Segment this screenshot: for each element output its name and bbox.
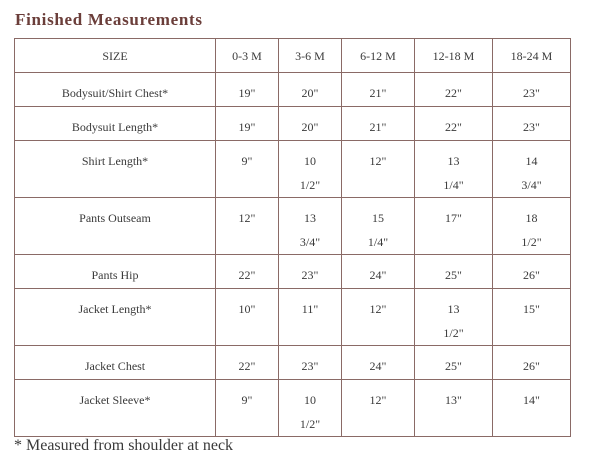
row-label: Jacket Chest — [15, 346, 216, 380]
table-cell — [342, 255, 415, 289]
table-cell — [342, 198, 415, 255]
cell-value: 26" — [523, 359, 540, 373]
cell-value: 19" — [238, 86, 256, 100]
table-cell — [342, 346, 415, 380]
table-cell — [493, 141, 571, 198]
column-header: 3-6 M — [279, 39, 342, 73]
cell-value: 21" — [369, 86, 387, 100]
cell-value: 19" — [238, 120, 256, 134]
cell-value: 24" — [369, 268, 387, 282]
table-header-row — [15, 39, 571, 73]
cell-value: 13 — [447, 302, 460, 316]
cell-value: 20" — [301, 120, 319, 134]
cell-value: 14" — [523, 393, 540, 407]
cell-value: 17" — [445, 211, 462, 225]
table-cell — [342, 107, 415, 141]
cell-value: 26" — [523, 268, 540, 282]
table-row — [15, 73, 571, 107]
column-header: 18-24 M — [493, 39, 571, 73]
cell-value: 10 — [304, 393, 316, 407]
table-cell — [415, 255, 493, 289]
cell-value: 12" — [369, 154, 387, 168]
table-cell — [216, 107, 279, 141]
table-cell — [279, 289, 342, 346]
table-cell — [493, 346, 571, 380]
cell-value: 1/2" — [299, 417, 321, 431]
table-cell — [279, 255, 342, 289]
table-cell — [279, 198, 342, 255]
cell-value: 3/4" — [521, 178, 542, 192]
row-label: Jacket Sleeve* — [15, 380, 216, 437]
table-cell — [415, 141, 493, 198]
cell-value: 1/4" — [443, 178, 464, 192]
table-cell — [415, 198, 493, 255]
table-cell — [415, 107, 493, 141]
cell-value: 22" — [445, 120, 462, 134]
table-row — [15, 289, 571, 346]
table-cell — [216, 289, 279, 346]
row-label: Shirt Length* — [15, 141, 216, 198]
column-header: 0-3 M — [216, 39, 279, 73]
measurements-table — [14, 38, 571, 437]
cell-value: 12" — [238, 211, 256, 225]
page-title: Finished Measurements — [15, 10, 203, 29]
table-cell — [279, 380, 342, 437]
cell-value: 15 — [372, 211, 384, 225]
cell-value: 25" — [445, 359, 462, 373]
column-header: 6-12 M — [342, 39, 415, 73]
row-label: Jacket Length* — [15, 289, 216, 346]
table-cell — [493, 289, 571, 346]
cell-value: 9" — [241, 393, 253, 407]
table-row — [15, 141, 571, 198]
cell-value: 11" — [301, 302, 319, 316]
footnote: * Measured from shoulder at neck — [14, 437, 234, 454]
cell-value: 24" — [369, 359, 387, 373]
cell-value: 20" — [301, 86, 319, 100]
cell-value: 23" — [523, 86, 540, 100]
cell-value: 14 — [525, 154, 538, 168]
table-cell — [415, 73, 493, 107]
table-cell — [342, 380, 415, 437]
table-row — [15, 346, 571, 380]
row-label: Pants Hip — [15, 255, 216, 289]
cell-value: 1/4" — [367, 235, 389, 249]
cell-value: 12" — [369, 302, 387, 316]
table-cell — [415, 346, 493, 380]
table-cell — [342, 289, 415, 346]
cell-value: 23" — [301, 268, 319, 282]
cell-value: 12" — [369, 393, 387, 407]
table-row — [15, 198, 571, 255]
cell-value: 1/2" — [521, 235, 542, 249]
table-cell — [342, 141, 415, 198]
row-label: Bodysuit Length* — [15, 107, 216, 141]
table-cell — [216, 346, 279, 380]
table-cell — [493, 73, 571, 107]
cell-value: 23" — [523, 120, 540, 134]
column-header: 12-18 M — [415, 39, 493, 73]
column-header: SIZE — [15, 39, 216, 73]
table-cell — [216, 141, 279, 198]
cell-value: 13 — [304, 211, 316, 225]
table-cell — [493, 107, 571, 141]
table-cell — [279, 141, 342, 198]
table-cell — [493, 380, 571, 437]
table-cell — [279, 107, 342, 141]
table-cell — [279, 346, 342, 380]
cell-value: 23" — [301, 359, 319, 373]
cell-value: 10 — [304, 154, 316, 168]
cell-value: 18 — [525, 211, 538, 225]
cell-value: 15" — [523, 302, 540, 316]
table-row — [15, 107, 571, 141]
table-cell — [216, 198, 279, 255]
cell-value: 25" — [445, 268, 462, 282]
cell-value: 22" — [445, 86, 462, 100]
cell-value: 1/2" — [443, 326, 464, 340]
cell-value: 10" — [238, 302, 256, 316]
cell-value: 13 — [447, 154, 460, 168]
table-cell — [415, 289, 493, 346]
cell-value: 3/4" — [299, 235, 321, 249]
table-row — [15, 380, 571, 437]
cell-value: 13" — [445, 393, 462, 407]
table-cell — [415, 380, 493, 437]
cell-value: 22" — [238, 359, 256, 373]
table-cell — [279, 73, 342, 107]
row-label: Pants Outseam — [15, 198, 216, 255]
table-cell — [216, 255, 279, 289]
table-cell — [216, 73, 279, 107]
cell-value: 21" — [369, 120, 387, 134]
table-cell — [342, 73, 415, 107]
row-label: Bodysuit/Shirt Chest* — [15, 73, 216, 107]
table-cell — [493, 255, 571, 289]
cell-value: 22" — [238, 268, 256, 282]
cell-value: 9" — [241, 154, 253, 168]
table-cell — [493, 198, 571, 255]
table-row — [15, 255, 571, 289]
cell-value: 1/2" — [299, 178, 321, 192]
table-cell — [216, 380, 279, 437]
